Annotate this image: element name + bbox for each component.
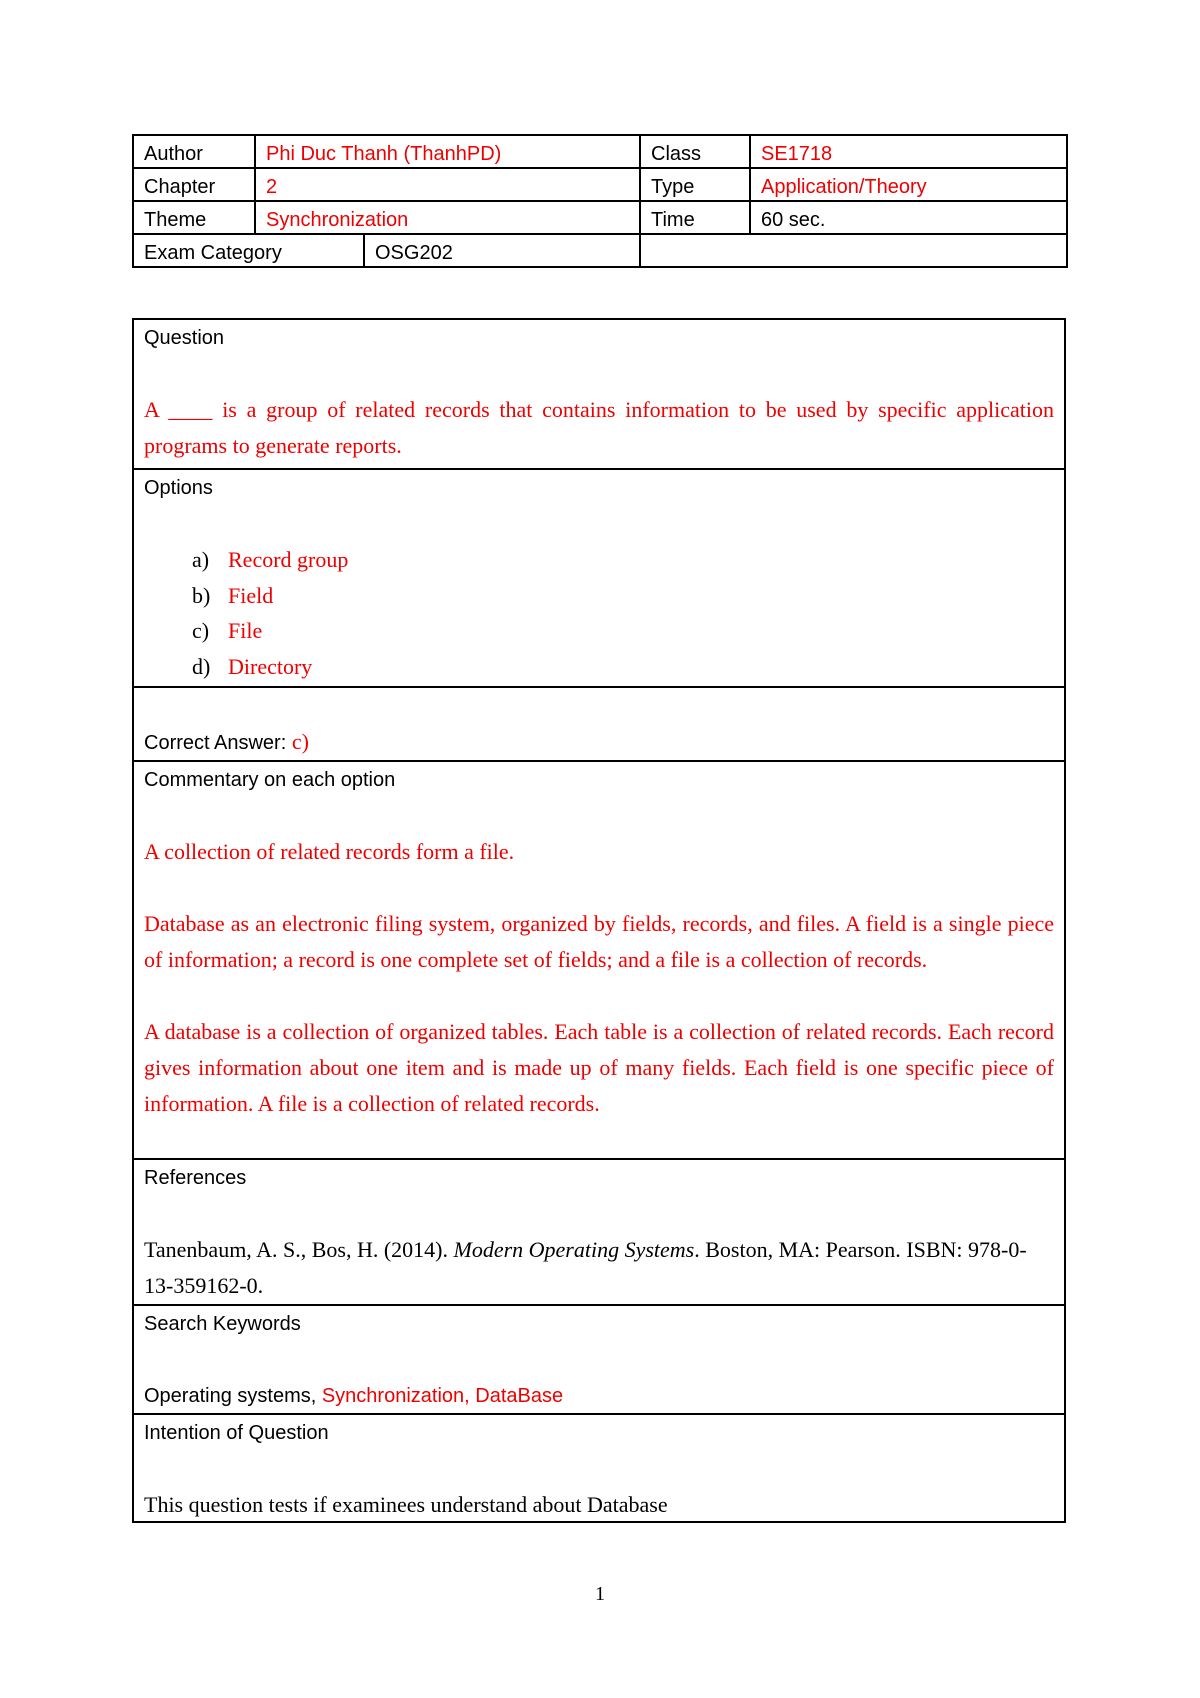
answer-label: Correct Answer: [144, 732, 287, 754]
time-value: 60 sec. [750, 201, 1067, 234]
page-number: 1 [595, 1583, 605, 1605]
class-value: SE1718 [750, 135, 1067, 168]
option-letter: b) [192, 582, 211, 608]
option-letter: a) [192, 547, 210, 572]
chapter-label: Chapter [133, 168, 255, 201]
intention-section [134, 1413, 1064, 1521]
reference-citation [144, 1232, 1054, 1304]
reference-title: Modern Operating Systems [453, 1237, 695, 1262]
commentary-paragraph-3: A database is a collection of organized tables. Each table is a collection of related records. Each record gives information about one item and is made up of many fields. Each field is one specific piece of information. A file is a collection of related records. [144, 1019, 1054, 1116]
chapter-value: 2 [255, 168, 640, 201]
commentary-label: Commentary on each option [144, 769, 396, 791]
keywords-highlighted: Synchronization, DataBase [321, 1385, 564, 1407]
keywords-section [134, 1304, 1064, 1413]
header-table [132, 134, 1068, 268]
question-table [132, 318, 1066, 1523]
exam-category-label: Exam Category [133, 234, 364, 267]
intention-text: This question tests if examinees understand about Database [144, 1492, 668, 1517]
intention-label: Intention of Question [144, 1422, 329, 1444]
empty-cell [640, 234, 1067, 267]
question-label: Question [144, 327, 225, 349]
option-letter: c) [192, 618, 210, 643]
references-label: References [144, 1167, 247, 1189]
time-label: Time [640, 201, 750, 234]
option-text: Directory [228, 653, 313, 679]
options-list [144, 542, 1054, 684]
keywords-plain: Operating systems, [144, 1385, 322, 1407]
commentary-paragraph-2: Database as an electronic filing system, organized by fields, records, and files. A field is a single piece of information; a record is one complete set of fields; and a file is a collection of records. [144, 911, 1054, 972]
answer-section [134, 686, 1064, 760]
reference-authors: Tanenbaum, A. S., Bos, H. (2014). [144, 1237, 454, 1262]
keywords-line [144, 1378, 1054, 1414]
commentary-paragraph-1: A collection of related records form a file. [144, 839, 515, 864]
exam-category-value: OSG202 [364, 234, 640, 267]
option-item-d [192, 649, 1054, 685]
answer-line [144, 724, 1054, 761]
author-label: Author [133, 135, 255, 168]
keywords-label: Search Keywords [144, 1313, 301, 1335]
question-text: A ____ is a group of related records that contains information to be used by specific application programs to generate reports. [144, 397, 1054, 458]
theme-label: Theme [133, 201, 255, 234]
header-row-author [133, 135, 1067, 168]
header-row-chapter [133, 168, 1067, 201]
class-label: Class [640, 135, 750, 168]
commentary-section [134, 760, 1064, 1158]
header-row-exam-category [133, 234, 1067, 267]
question-section [134, 320, 1064, 468]
theme-value: Synchronization [255, 201, 640, 234]
references-section [134, 1158, 1064, 1304]
option-text: Field [228, 582, 274, 608]
type-label: Type [640, 168, 750, 201]
option-text: Record group [228, 547, 349, 572]
option-item-c [192, 613, 1054, 649]
option-letter: d) [192, 653, 211, 679]
type-value: Application/Theory [750, 168, 1067, 201]
option-item-b [192, 578, 1054, 614]
options-label: Options [144, 477, 213, 499]
author-value: Phi Duc Thanh (ThanhPD) [255, 135, 640, 168]
option-text: File [228, 618, 263, 643]
reference-publisher: . Boston, MA: Pearson. ISBN: 978-0-13-359162-0. [144, 1237, 1027, 1298]
answer-value: c) [291, 729, 309, 754]
header-row-theme [133, 201, 1067, 234]
option-item-a [192, 542, 1054, 578]
options-section [134, 468, 1064, 686]
